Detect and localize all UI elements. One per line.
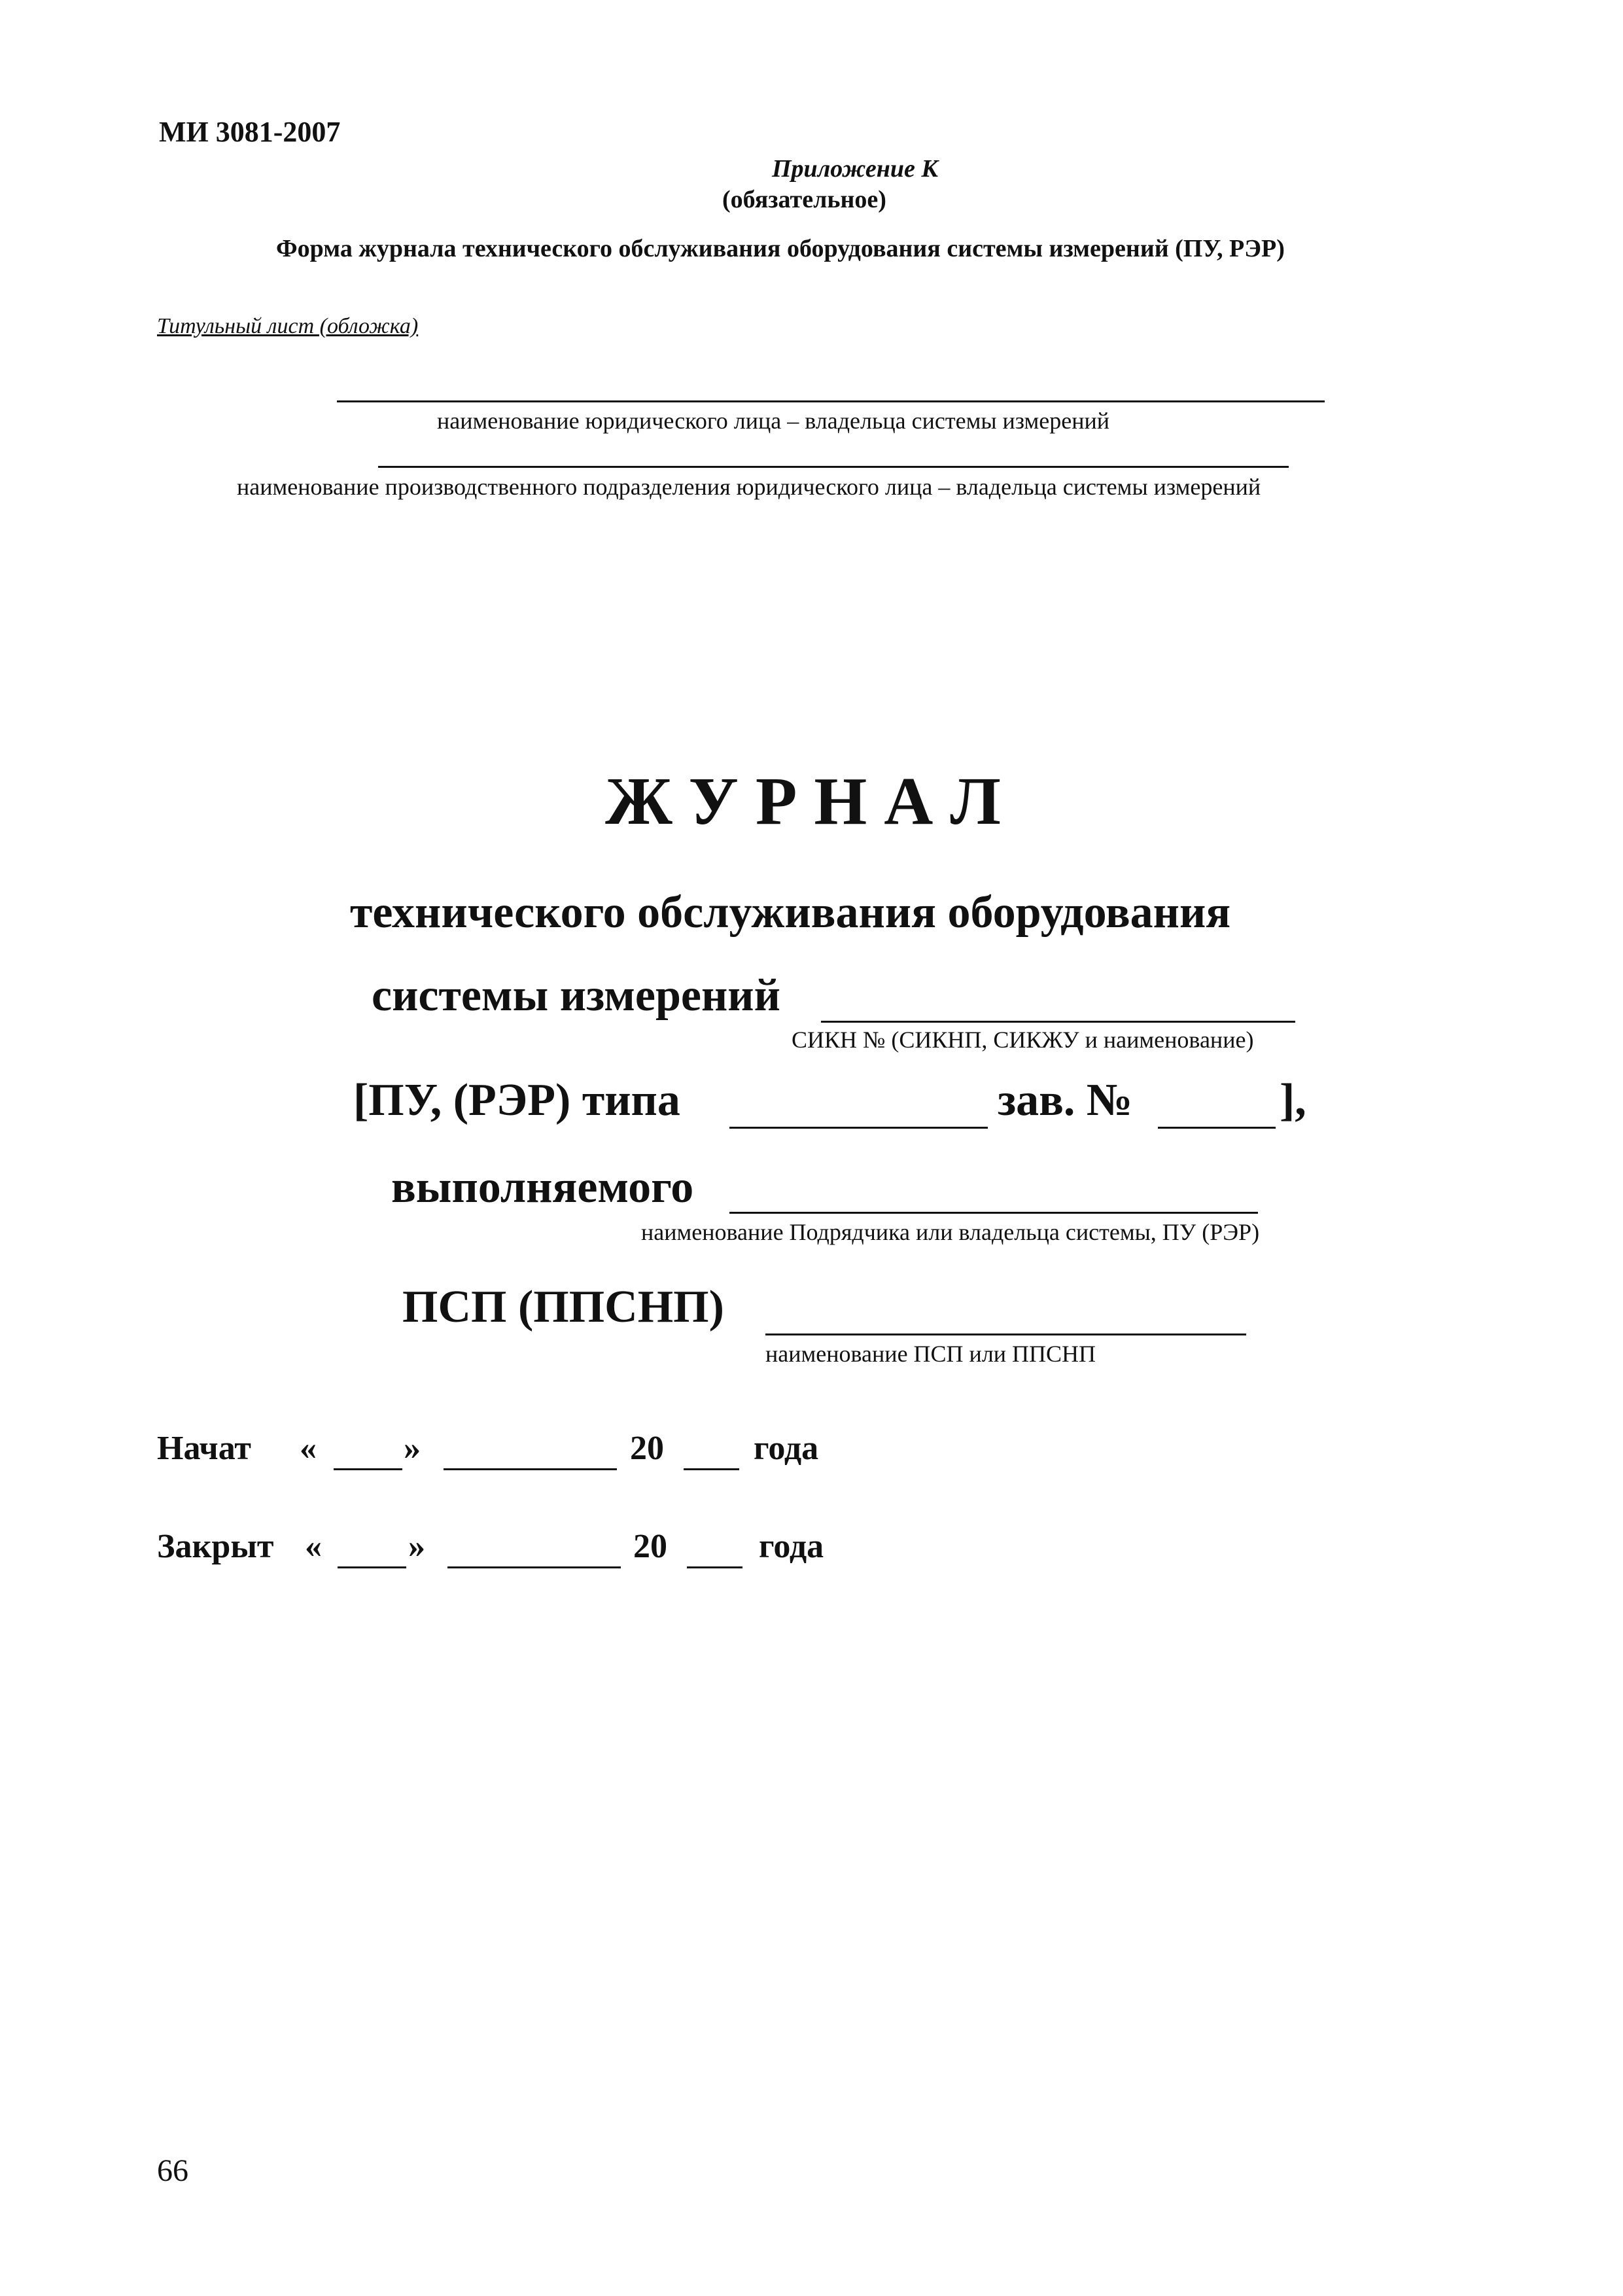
journal-subtitle: технического обслуживания оборудования — [350, 887, 1231, 938]
closed-date-label: Закрыт — [157, 1528, 274, 1565]
performed-by-caption: наименование Подрядчика или владельца системы, ПУ (РЭР) — [641, 1219, 1260, 1245]
started-day-line — [334, 1468, 402, 1470]
serial-number-label: зав. № — [998, 1075, 1133, 1125]
closed-quote-open: « — [305, 1528, 322, 1565]
closed-year-line — [687, 1566, 742, 1568]
started-quote-open: « — [300, 1430, 317, 1467]
started-year-suffix: года — [754, 1430, 819, 1467]
appendix-type: (обязательное) — [722, 186, 886, 213]
performed-by-line — [729, 1212, 1258, 1214]
performed-by-label: выполняемого — [391, 1162, 694, 1212]
owner-name-line — [337, 400, 1325, 402]
started-date-label: Начат — [157, 1430, 251, 1467]
psp-name-line — [765, 1333, 1246, 1335]
cover-page-label: Титульный лист (обложка) — [157, 314, 419, 338]
closed-month-line — [447, 1566, 621, 1568]
started-month-line — [444, 1468, 617, 1470]
page-number: 66 — [157, 2153, 188, 2188]
serial-number-line — [1158, 1127, 1276, 1129]
appendix-title: Приложение К — [772, 155, 939, 183]
system-caption: СИКН № (СИКНП, СИКЖУ и наименование) — [792, 1027, 1254, 1053]
started-year-line — [684, 1468, 739, 1470]
device-type-label: [ПУ, (РЭР) типа — [353, 1075, 680, 1125]
psp-label: ПСП (ППСНП) — [402, 1282, 724, 1332]
closed-year-prefix: 20 — [633, 1528, 667, 1565]
started-quote-close: » — [404, 1430, 421, 1467]
closed-quote-close: » — [408, 1528, 425, 1565]
system-label: системы измерений — [372, 970, 780, 1021]
device-close-bracket: ], — [1280, 1075, 1306, 1125]
document-code: МИ 3081-2007 — [159, 116, 341, 148]
started-year-prefix: 20 — [630, 1430, 664, 1467]
owner-name-caption: наименование юридического лица – владельца системы измерений — [437, 408, 1110, 434]
psp-caption: наименование ПСП или ППСНП — [765, 1341, 1096, 1367]
journal-title: ЖУРНАЛ — [605, 764, 1018, 839]
closed-day-line — [338, 1566, 406, 1568]
division-name-caption: наименование производственного подразделения юридического лица – владельца системы измерений — [237, 474, 1261, 500]
system-name-line — [821, 1021, 1295, 1023]
device-type-line — [729, 1127, 988, 1129]
division-name-line — [378, 466, 1289, 468]
closed-year-suffix: года — [759, 1528, 824, 1565]
form-title: Форма журнала технического обслуживания оборудования системы измерений (ПУ, РЭР) — [276, 235, 1285, 262]
